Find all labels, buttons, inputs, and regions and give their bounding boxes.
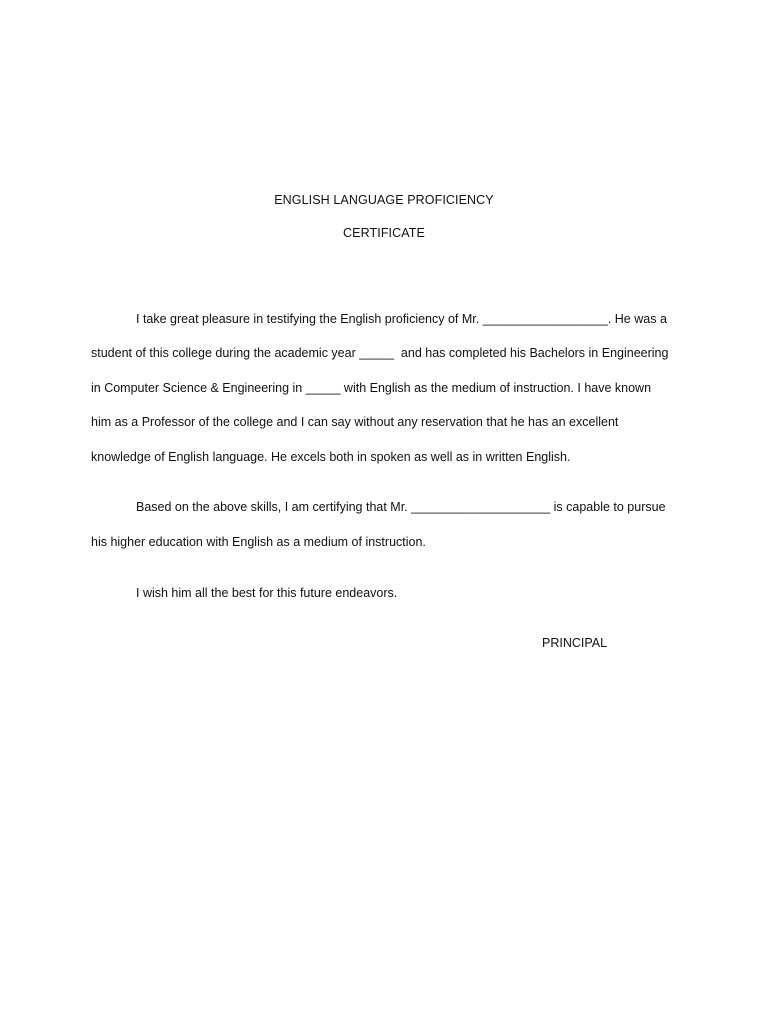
paragraph-1-line-3: in Computer Science & Engineering in _____ with English as the medium of instruction. I have known (91, 381, 652, 395)
paragraph-2-line-2: his higher education with English as a medium of instruction. (91, 535, 426, 549)
document-title: ENGLISH LANGUAGE PROFICIENCY (274, 193, 494, 207)
signature-label: PRINCIPAL (542, 636, 608, 650)
paragraph-1-line-5: knowledge of English language. He excels both in spoken as well as in written English. (91, 450, 571, 464)
paragraph-1-line-1: I take great pleasure in testifying the English proficiency of Mr. __________________. He was a (136, 312, 667, 326)
paragraph-1-line-4: him as a Professor of the college and I can say without any reservation that he has an excellent (91, 415, 619, 429)
document-subtitle: CERTIFICATE (343, 226, 425, 240)
paragraph-3-line-1: I wish him all the best for this future endeavors. (136, 586, 398, 600)
paragraph-2-line-1: Based on the above skills, I am certifying that Mr. ____________________ is capable to pursue (136, 500, 666, 514)
paragraph-1-line-2: student of this college during the academic year _____ and has completed his Bachelors in Engineering (91, 346, 669, 360)
